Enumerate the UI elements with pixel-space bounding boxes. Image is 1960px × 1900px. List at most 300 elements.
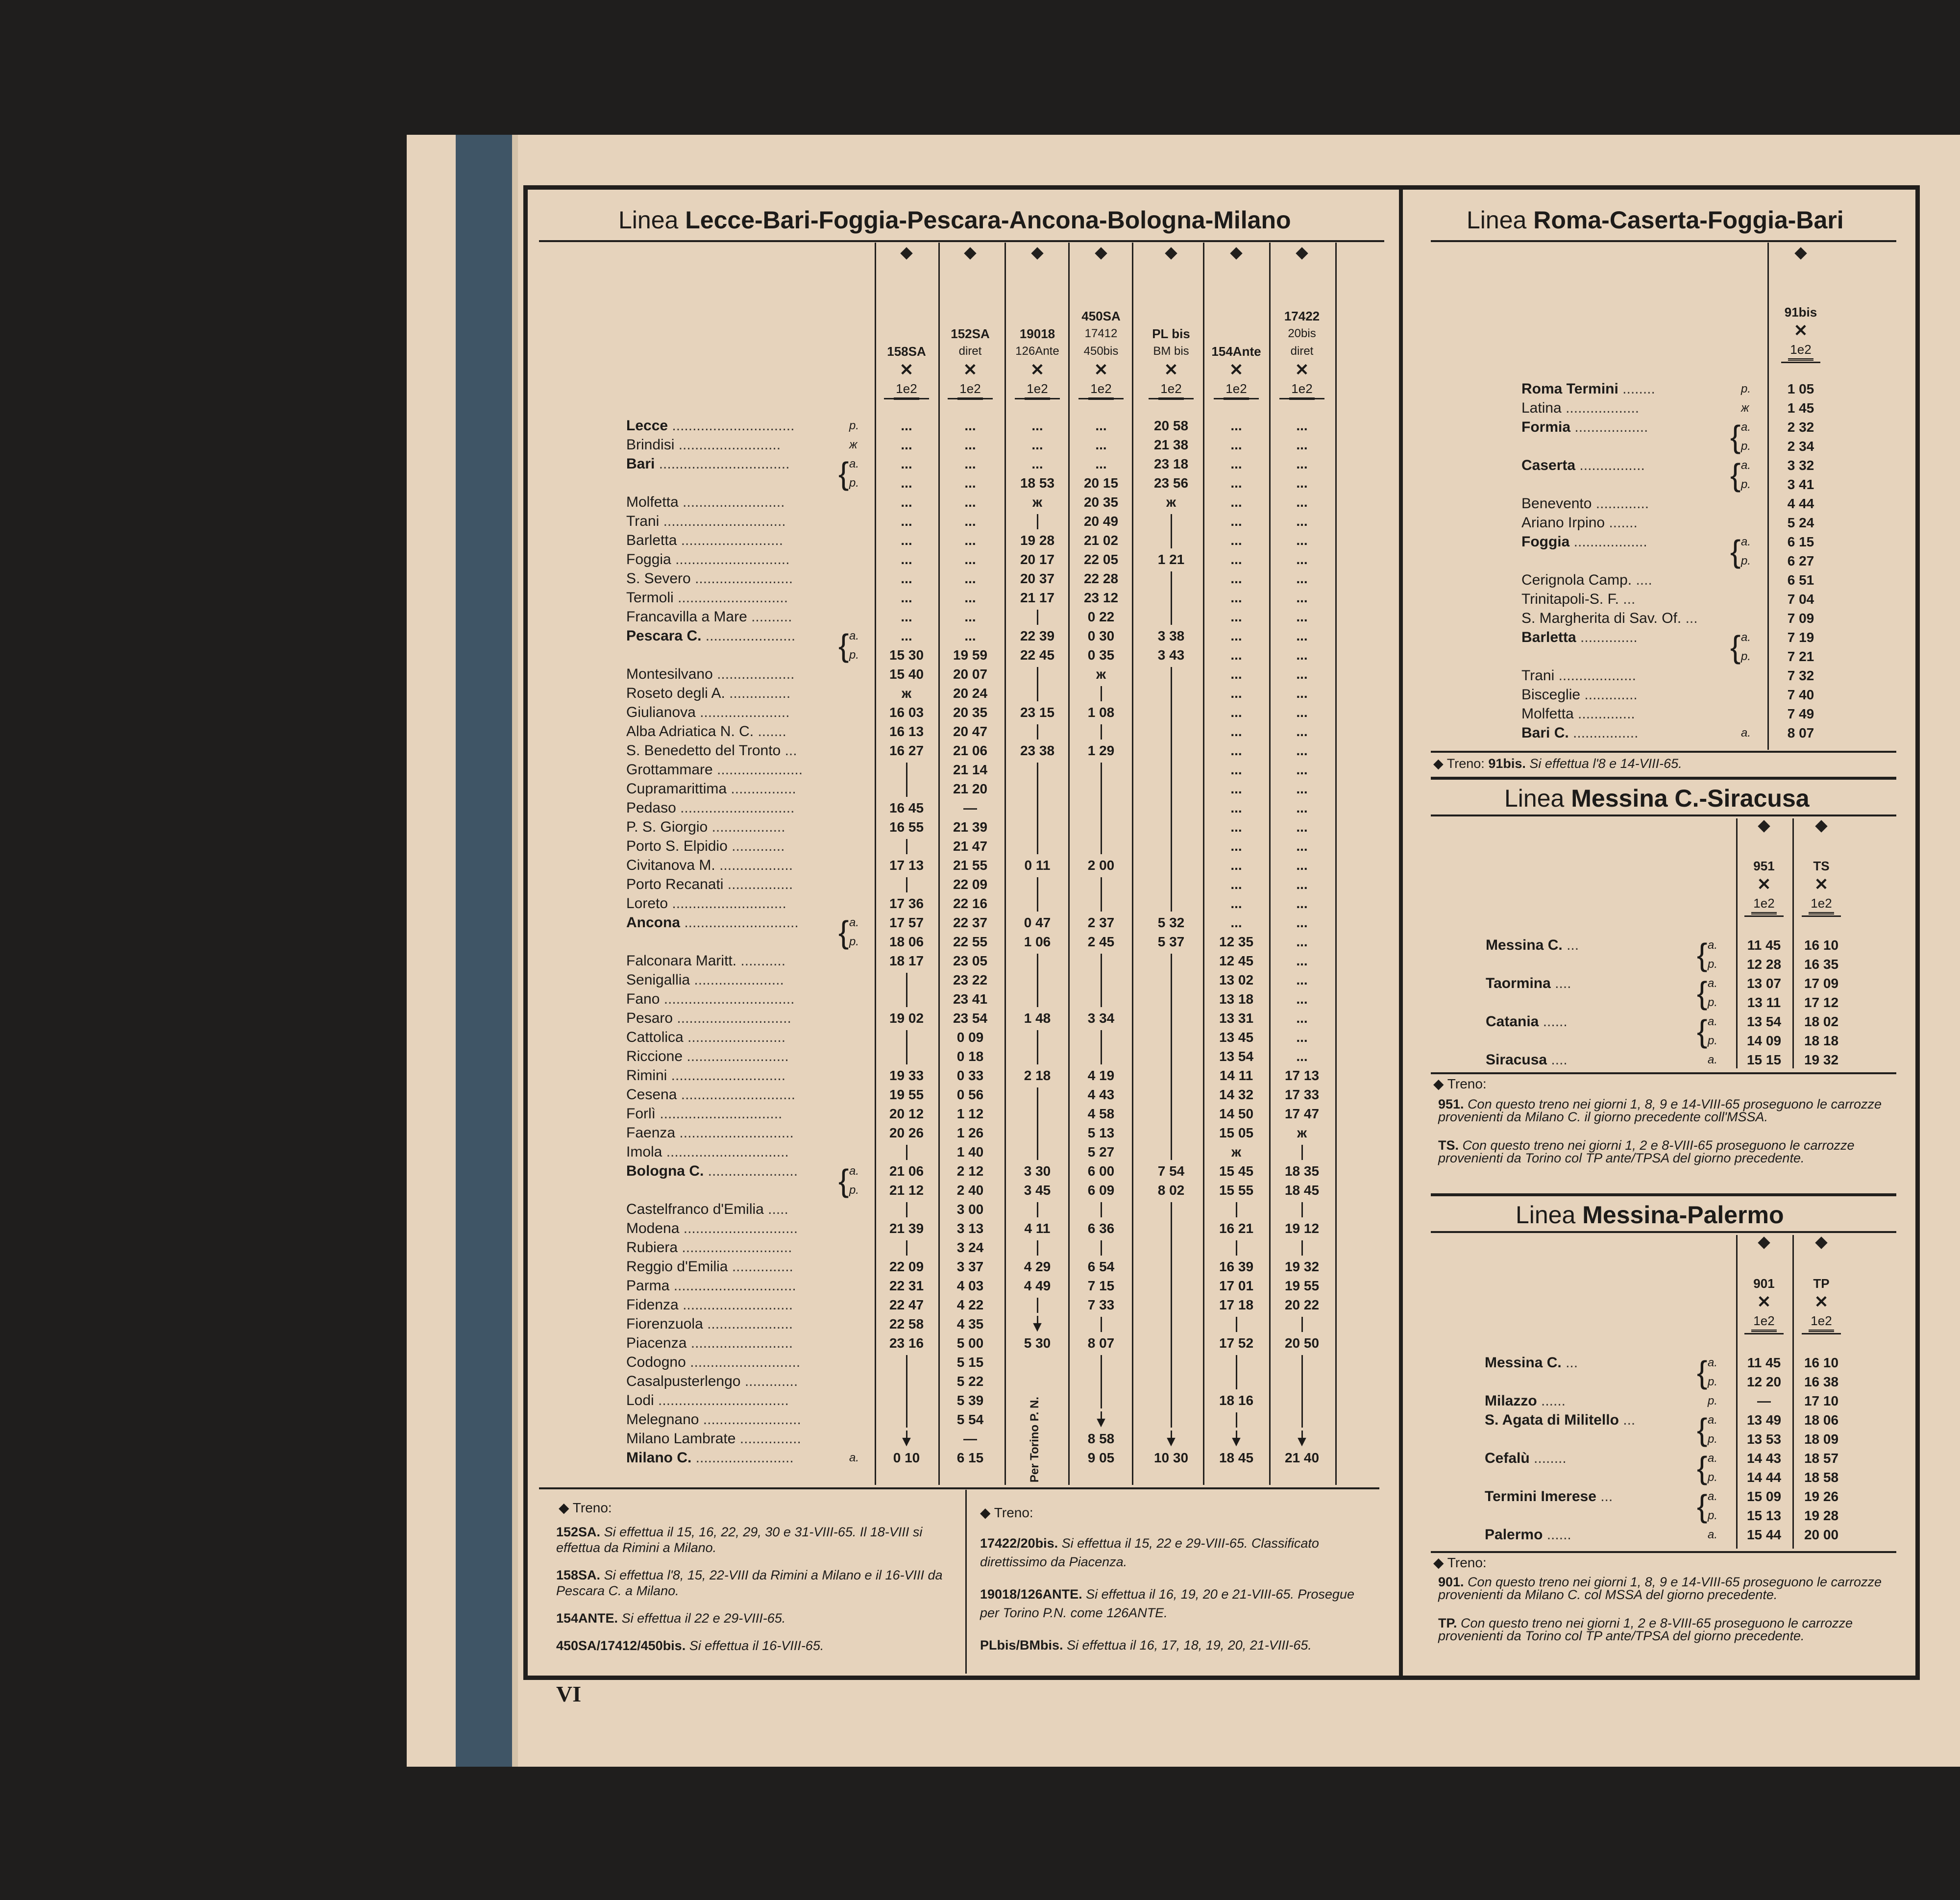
- note-train: TP.: [1438, 1616, 1461, 1630]
- station-name: S. Margherita di Sav. Of.: [1521, 610, 1682, 626]
- station-name: Milazzo: [1485, 1393, 1537, 1409]
- roma-station: [1521, 590, 1635, 609]
- leader-dots: ................................: [655, 456, 790, 472]
- leader-dots: ..............................: [669, 1278, 796, 1294]
- note-text: Si effettua il 16-VIII-65.: [689, 1638, 824, 1653]
- main-time: 12 35: [1219, 934, 1254, 949]
- main-time: 18 45: [1284, 1183, 1320, 1198]
- main-pass-line: [1037, 1240, 1038, 1256]
- main-pass-line: [1171, 571, 1172, 625]
- leader-dots: ....: [1632, 572, 1652, 588]
- main-time: 13 18: [1219, 991, 1254, 1007]
- station-name: Foggia: [626, 551, 671, 568]
- station-name: Termini Imerese: [1485, 1488, 1596, 1505]
- main-time: 22 47: [889, 1297, 924, 1312]
- main-time: ...: [901, 552, 912, 567]
- arr-dep-mark: a.: [1708, 1528, 1718, 1541]
- note-text: Si effettua l'8, 15, 22-VIII da Rimini a Milano e il 16-VIII da Pescara C. a Milano.: [556, 1568, 943, 1598]
- main-station: [626, 1028, 785, 1047]
- main-time: 2 40: [956, 1183, 984, 1198]
- spine-edge: [512, 135, 518, 1767]
- siracusa-time: 18 18: [1804, 1033, 1839, 1048]
- arr-dep-mark: a.: [849, 1451, 859, 1464]
- roma-time: 7 09: [1787, 611, 1814, 626]
- restaurant-icon: ✕: [1757, 875, 1771, 894]
- main-time: 0 56: [956, 1087, 984, 1102]
- main-time: 23 12: [1083, 590, 1119, 605]
- main-time: ...: [901, 494, 912, 510]
- arr-dep-mark: p.: [1741, 478, 1751, 491]
- leader-dots: ...: [781, 742, 797, 759]
- arr-dep-mark: a.: [1708, 1053, 1718, 1066]
- main-station: [626, 1047, 789, 1066]
- palermo-bottom-rule: [1431, 1551, 1896, 1553]
- station-name: Fano: [626, 991, 660, 1007]
- leader-dots: ...........................: [673, 590, 788, 606]
- main-station: [626, 894, 786, 913]
- main-time: ...: [1230, 609, 1242, 624]
- main-station: [626, 856, 793, 875]
- note-train: 158SA.: [556, 1568, 604, 1582]
- main-time: 0 11: [1024, 858, 1051, 873]
- main-time: ...: [1230, 456, 1242, 471]
- main-time: ...: [1230, 533, 1242, 548]
- siracusa-time: 17 09: [1804, 976, 1839, 991]
- leader-dots: ............................: [667, 1067, 786, 1084]
- main-time: ж: [1096, 666, 1106, 682]
- main-pass-line: [1037, 667, 1038, 701]
- station-name: Catania: [1486, 1013, 1539, 1030]
- header-rule: [884, 398, 929, 399]
- main-time: 23 18: [1153, 456, 1189, 471]
- arr-dep-mark: a.: [849, 916, 859, 929]
- palermo-station: [1485, 1411, 1635, 1430]
- main-station: [626, 818, 785, 837]
- main-time: ...: [1296, 800, 1308, 815]
- main-time: 19 28: [1020, 533, 1055, 548]
- main-time: ...: [1296, 609, 1308, 624]
- leader-dots: ......................: [701, 628, 796, 644]
- main-time: ...: [1230, 552, 1242, 567]
- main-time: 21 38: [1153, 437, 1189, 452]
- arr-dep-mark: p.: [849, 476, 859, 490]
- train-17422-number: 20bis: [1288, 327, 1316, 340]
- main-time: ...: [1031, 437, 1043, 452]
- main-time: ...: [1296, 475, 1308, 491]
- main-time: 22 28: [1083, 571, 1119, 586]
- main-time: 3 00: [956, 1202, 984, 1217]
- leader-dots: ........: [1529, 1450, 1567, 1466]
- leader-dots: ...................: [1554, 667, 1636, 684]
- main-left-note: [556, 1567, 948, 1599]
- train-152SA-header: [936, 325, 1004, 400]
- main-time: ...: [901, 533, 912, 548]
- main-time: 17 52: [1219, 1335, 1254, 1351]
- station-name: Porto S. Elpidio: [626, 838, 728, 854]
- note-train: 450SA/17412/450bis.: [556, 1638, 689, 1653]
- main-time: 21 06: [889, 1163, 924, 1179]
- main-time: 1 26: [956, 1125, 984, 1140]
- header-rule: [1802, 1333, 1841, 1334]
- station-name: Siracusa: [1486, 1052, 1547, 1068]
- main-time: ...: [1230, 514, 1242, 529]
- brace: {: [838, 456, 849, 491]
- leader-dots: ............................: [671, 551, 790, 568]
- main-pass-line: [1301, 1240, 1303, 1256]
- main-pass-line: [1101, 1202, 1102, 1217]
- main-pass-line: [1101, 724, 1102, 740]
- main-time: ...: [964, 437, 976, 452]
- main-time: ...: [1296, 781, 1308, 796]
- main-station: [626, 1200, 788, 1219]
- main-time: 16 03: [889, 705, 924, 720]
- main-time: 3 43: [1157, 647, 1185, 663]
- palermo-time: 14 43: [1746, 1451, 1782, 1466]
- main-time: ...: [1230, 915, 1242, 930]
- train-19018-header: [1003, 325, 1072, 400]
- palermo-time: 18 58: [1804, 1470, 1839, 1485]
- main-time: 22 45: [1020, 647, 1055, 663]
- main-time: ...: [964, 552, 976, 567]
- main-time: 20 24: [953, 686, 988, 701]
- main-pass-line: [1301, 1317, 1303, 1332]
- title-prefix: Linea: [1516, 1201, 1576, 1229]
- restaurant-icon: ✕: [1030, 361, 1045, 379]
- main-time: 5 39: [956, 1393, 984, 1408]
- main-time: 15 55: [1219, 1183, 1254, 1198]
- main-time: 3 34: [1087, 1011, 1115, 1026]
- class-label: 1e2: [1751, 894, 1776, 914]
- siracusa-time: 15 15: [1746, 1052, 1782, 1067]
- arr-dep-mark: a.: [1708, 1413, 1718, 1427]
- main-time: 1 29: [1087, 743, 1115, 758]
- main-station: [626, 1258, 793, 1276]
- station-name: Molfetta: [1521, 706, 1574, 722]
- main-time: ...: [1230, 628, 1242, 643]
- roma-time: 2 32: [1787, 419, 1814, 435]
- palermo-time: —: [1757, 1393, 1771, 1408]
- palermo-note: [1438, 1576, 1889, 1601]
- leader-dots: ..............................: [662, 1144, 789, 1160]
- main-pass-line: [1236, 1355, 1237, 1389]
- note-text: Si effettua il 16, 17, 18, 19, 20, 21-VIII-65.: [1067, 1638, 1312, 1653]
- main-pass-line: [1301, 1145, 1303, 1160]
- brace: {: [1697, 1355, 1708, 1390]
- class-label: 1e2: [1809, 894, 1834, 914]
- main-station: [626, 913, 799, 932]
- roma-time: 7 19: [1787, 630, 1814, 645]
- station-name: Riccione: [626, 1048, 683, 1064]
- roma-station: [1521, 705, 1635, 723]
- station-name: Roma Termini: [1521, 381, 1618, 397]
- main-pass-line: [1037, 514, 1038, 529]
- main-time: ...: [964, 533, 976, 548]
- main-pass-line: [1101, 1240, 1102, 1256]
- station-name: Codogno: [626, 1354, 686, 1370]
- train-951-number: 951: [1753, 859, 1775, 873]
- main-time: ...: [1296, 514, 1308, 529]
- arr-dep-mark: a.: [1741, 420, 1751, 434]
- main-pass-line: [1101, 686, 1102, 701]
- main-time: 20 35: [953, 705, 988, 720]
- main-time: 18 35: [1284, 1163, 1320, 1179]
- arr-dep-mark: p.: [849, 1184, 859, 1197]
- main-station: [626, 990, 794, 1009]
- main-time: 20 49: [1083, 514, 1119, 529]
- main-time: 23 16: [889, 1335, 924, 1351]
- roma-time: 4 44: [1787, 496, 1814, 511]
- main-time: ...: [1230, 571, 1242, 586]
- station-name: Cefalù: [1485, 1450, 1530, 1466]
- main-time: 4 11: [1024, 1221, 1051, 1236]
- note-text: Si effettua il 15, 16, 22, 29, 30 e 31-VIII-65. Il 18-VIII si effettua da Rimini a Milano.: [556, 1525, 923, 1555]
- siracusa-time: 11 45: [1747, 938, 1781, 953]
- main-pass-line: [906, 1202, 907, 1217]
- main-time: 19 59: [953, 647, 988, 663]
- main-pass-line: [1037, 1298, 1038, 1313]
- station-name: Fidenza: [626, 1297, 679, 1313]
- main-station: [626, 608, 792, 626]
- roma-time: 2 34: [1787, 439, 1814, 454]
- main-time: 22 09: [889, 1259, 924, 1274]
- main-time: ...: [1230, 437, 1242, 452]
- terminus-arrow: ▼: [1295, 1433, 1309, 1450]
- main-time: 19 33: [889, 1068, 924, 1083]
- column-rule: [875, 243, 876, 1485]
- train-TS-number: TS: [1813, 859, 1830, 873]
- title-prefix: Linea: [1467, 206, 1527, 234]
- station-name: Giulianova: [626, 704, 696, 720]
- main-time: 16 55: [889, 819, 924, 835]
- roma-time: 7 49: [1787, 706, 1814, 721]
- main-time: ...: [1296, 552, 1308, 567]
- train-PLbis-number: BM bis: [1153, 345, 1189, 358]
- main-time: 23 22: [953, 972, 988, 987]
- title-prefix: Linea: [618, 206, 679, 234]
- siracusa-time: 13 11: [1747, 995, 1781, 1010]
- brace: {: [1730, 457, 1741, 493]
- station-name: Bisceglie: [1521, 687, 1581, 703]
- main-time: 22 58: [889, 1316, 924, 1332]
- main-time: 21 14: [953, 762, 988, 777]
- station-name: Imola: [626, 1144, 662, 1160]
- brace: {: [1697, 1013, 1708, 1049]
- leader-dots: ...........................: [678, 1239, 792, 1256]
- column-rule: [1269, 243, 1271, 1485]
- main-time: 13 45: [1219, 1030, 1254, 1045]
- station-name: Ariano Irpino: [1521, 515, 1605, 531]
- main-time: 23 56: [1153, 475, 1189, 491]
- main-time: 23 15: [1020, 705, 1055, 720]
- main-time: 20 22: [1284, 1297, 1320, 1312]
- main-time: 15 40: [889, 666, 924, 682]
- main-time: 10 30: [1153, 1450, 1189, 1465]
- main-time: 18 17: [889, 953, 924, 968]
- main-time: ...: [1296, 686, 1308, 701]
- station-name: Taormina: [1486, 975, 1551, 991]
- main-pass-line: [906, 877, 907, 892]
- main-time: ...: [901, 437, 912, 452]
- station-name: Latina: [1521, 400, 1562, 416]
- train-152SA-number: 152SA: [951, 326, 990, 341]
- main-time: ...: [1296, 858, 1308, 873]
- main-time: 17 01: [1219, 1278, 1254, 1293]
- brace: {: [1730, 629, 1741, 665]
- main-time: ...: [901, 475, 912, 491]
- main-time: ...: [1296, 743, 1308, 758]
- main-time: ...: [1230, 839, 1242, 854]
- header-rule: [1744, 1333, 1784, 1334]
- station-name: Barletta: [626, 532, 677, 548]
- column-divider: [1399, 185, 1403, 1680]
- main-time: ...: [1296, 628, 1308, 643]
- column-rule: [1132, 243, 1133, 1485]
- leader-dots: ..................: [715, 857, 793, 873]
- main-time: 15 45: [1219, 1163, 1254, 1179]
- main-time: ...: [1296, 1030, 1308, 1045]
- main-time: 2 00: [1087, 858, 1115, 873]
- arr-dep-mark: p.: [849, 419, 859, 432]
- palermo-time: 19 28: [1804, 1508, 1839, 1523]
- main-time: ...: [1296, 839, 1308, 854]
- main-time: ...: [901, 571, 912, 586]
- leader-dots: .......: [754, 723, 786, 740]
- main-station: [626, 1353, 800, 1372]
- leader-dots: ...: [1562, 937, 1579, 953]
- station-name: Messina C.: [1485, 1355, 1562, 1371]
- main-time: ...: [1296, 533, 1308, 548]
- main-pass-line: [1236, 1412, 1237, 1428]
- main-time: 17 18: [1219, 1297, 1254, 1312]
- arr-dep-mark: a.: [849, 1164, 859, 1178]
- main-time: 14 32: [1219, 1087, 1254, 1102]
- leader-dots: .............: [727, 838, 785, 854]
- roma-station: [1521, 399, 1639, 418]
- palermo-time: 20 00: [1804, 1527, 1839, 1542]
- train-152SA-number: diret: [958, 345, 982, 358]
- train-450SA-header: [1067, 307, 1135, 400]
- main-time: 0 22: [1087, 609, 1115, 624]
- main-time: 0 47: [1024, 915, 1051, 930]
- roma-time: 7 32: [1787, 668, 1814, 683]
- main-time: 8 07: [1087, 1335, 1115, 1351]
- main-pass-line: [1037, 954, 1038, 1007]
- main-station: [626, 741, 797, 760]
- main-time: 4 43: [1087, 1087, 1115, 1102]
- main-time: ...: [1296, 877, 1308, 892]
- leader-dots: .............: [740, 1373, 798, 1389]
- train-91bis-header: [1766, 303, 1835, 361]
- station-name: Messina C.: [1486, 937, 1563, 953]
- main-time: ж: [902, 686, 911, 701]
- main-time: ...: [1031, 418, 1043, 433]
- leader-dots: ...................: [712, 666, 795, 682]
- main-time: 4 29: [1024, 1259, 1051, 1274]
- station-name: Piacenza: [626, 1335, 687, 1351]
- main-time: 0 33: [956, 1068, 984, 1083]
- main-time: 2 12: [956, 1163, 984, 1179]
- roma-line-title: [1467, 206, 1844, 234]
- station-name: Pedaso: [626, 800, 676, 816]
- terminus-arrow: ▼: [1030, 1319, 1045, 1335]
- siracusa-time: 18 02: [1804, 1014, 1839, 1029]
- main-pass-line: [1171, 514, 1172, 548]
- leader-dots: ............................: [677, 1086, 796, 1103]
- column-rule: [1335, 243, 1337, 1485]
- main-time: ...: [1296, 1049, 1308, 1064]
- main-time: 2 45: [1087, 934, 1115, 949]
- leader-dots: ......................: [704, 1163, 798, 1179]
- main-time: 3 45: [1024, 1183, 1051, 1198]
- leader-dots: ...: [1618, 591, 1636, 607]
- leader-dots: ............................: [675, 1125, 794, 1141]
- main-time: 5 37: [1157, 934, 1185, 949]
- main-time: 1 06: [1024, 934, 1051, 949]
- main-station: [626, 1296, 793, 1314]
- note-train: PLbis/BMbis.: [980, 1638, 1067, 1653]
- main-time: ...: [1230, 647, 1242, 663]
- train-154Ante-number: 154Ante: [1211, 344, 1261, 359]
- main-time: 22 16: [953, 896, 988, 911]
- siracusa-time: 13 54: [1746, 1014, 1782, 1029]
- station-name: Rubiera: [626, 1239, 678, 1256]
- station-name: Barletta: [1521, 629, 1576, 645]
- main-station: [626, 627, 795, 645]
- main-time: ...: [1230, 858, 1242, 873]
- main-station: [626, 1449, 794, 1467]
- station-name: Reggio d'Emilia: [626, 1258, 728, 1275]
- main-time: 8 02: [1157, 1183, 1185, 1198]
- header-rule: [1015, 398, 1060, 399]
- station-name: Forlì: [626, 1106, 656, 1122]
- siracusa-time: 14 09: [1746, 1033, 1782, 1048]
- leader-dots: .........................: [686, 1335, 793, 1351]
- roma-station: [1521, 609, 1698, 628]
- main-time: —: [963, 800, 977, 815]
- main-time: 20 12: [889, 1106, 924, 1121]
- roma-time: 1 45: [1787, 400, 1814, 416]
- leader-dots: ................: [1568, 725, 1639, 741]
- note-text: Si effettua il 16, 19, 20 e 21-VIII-65. Prosegue per Torino P.N. come 126ANTE.: [980, 1587, 1354, 1620]
- per-torino-note: Per Torino P. N.: [1028, 1397, 1041, 1483]
- roma-time: 8 07: [1787, 725, 1814, 740]
- restaurant-icon: ✕: [899, 361, 914, 379]
- palermo-top-rule: [1431, 1193, 1896, 1196]
- leader-dots: ......................: [695, 704, 790, 720]
- roma-station: [1521, 494, 1649, 513]
- arr-dep-mark: a.: [1741, 631, 1751, 644]
- main-time: 6 09: [1087, 1183, 1115, 1198]
- leader-dots: ................: [727, 781, 796, 797]
- main-time: ...: [1296, 991, 1308, 1007]
- main-time: 3 24: [956, 1240, 984, 1255]
- main-time: ...: [964, 418, 976, 433]
- notes-rule: [539, 1487, 1379, 1489]
- leader-dots: ..............: [1576, 629, 1638, 645]
- leader-dots: .............: [1580, 687, 1638, 703]
- palermo-time: 14 44: [1746, 1470, 1782, 1485]
- arr-dep-mark: p.: [849, 648, 859, 662]
- note-train: 91bis.: [1488, 756, 1530, 771]
- class-label: 1e2: [957, 380, 982, 400]
- class-label: 1e2: [1289, 380, 1314, 400]
- main-time: ...: [1296, 456, 1308, 471]
- main-station: [626, 1372, 798, 1391]
- arr-dep-mark: a.: [1708, 1452, 1718, 1465]
- station-name: Modena: [626, 1220, 680, 1236]
- note-train: TS.: [1438, 1138, 1463, 1153]
- note-train: 17422/20bis.: [980, 1536, 1062, 1551]
